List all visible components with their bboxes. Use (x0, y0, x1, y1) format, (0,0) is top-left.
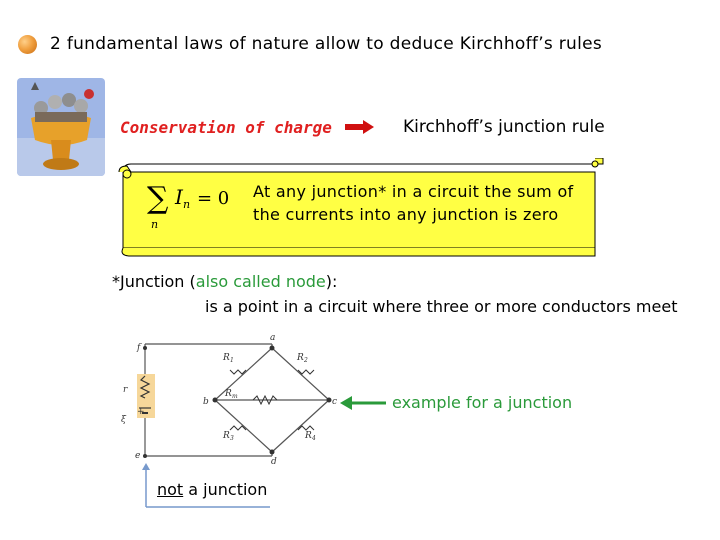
statement-line-1: At any junction* in a circuit the sum of (253, 182, 574, 201)
right-arrow-icon (345, 119, 375, 135)
svg-text:3: 3 (230, 435, 234, 442)
svg-text:n: n (151, 218, 159, 231)
example-junction-label: example for a junction (392, 393, 573, 412)
svg-text:f: f (137, 343, 141, 353)
svg-text:r: r (123, 385, 128, 395)
not-junction-rest: a junction (183, 480, 268, 499)
svg-text:R: R (225, 389, 232, 399)
conservation-of-charge-label: Conservation of charge (120, 118, 332, 137)
not-word: not (157, 480, 184, 499)
knights-photo (17, 78, 105, 176)
svg-text:R: R (297, 353, 304, 363)
svg-text:4: 4 (312, 435, 316, 442)
junction-definition-body: is a point in a circuit where three or more conductors meet (205, 297, 678, 316)
junction-definition-title (112, 272, 337, 291)
not-a-junction-label (157, 480, 267, 499)
svg-text:1: 1 (230, 357, 234, 364)
definition-alt-name: also called node (195, 272, 326, 291)
svg-text:+: + (137, 407, 145, 417)
svg-text:ξ: ξ (121, 415, 126, 425)
left-arrow-icon (338, 393, 388, 413)
bridge-circuit-diagram (115, 334, 340, 474)
svg-text:= 0: = 0 (197, 188, 230, 209)
junction-rule-label: Kirchhoff’s junction rule (403, 117, 605, 137)
svg-text:a: a (270, 334, 276, 343)
statement-line-2: the currents into any junction is zero (253, 205, 559, 224)
definition-suffix: ): (325, 272, 338, 291)
svg-text:R: R (223, 353, 230, 363)
bullet-icon (18, 35, 37, 54)
svg-text:I: I (175, 185, 183, 209)
definition-prefix: *Junction ( (112, 272, 196, 291)
svg-text:R: R (223, 431, 230, 441)
svg-text:R: R (305, 431, 312, 441)
svg-text:∑: ∑ (147, 181, 169, 216)
svg-text:d: d (271, 457, 277, 467)
junction-rule-statement (253, 180, 573, 226)
svg-text:e: e (135, 451, 141, 461)
svg-text:c: c (332, 397, 338, 407)
svg-text:m: m (232, 393, 238, 400)
svg-text:b: b (203, 397, 209, 407)
svg-text:n: n (183, 198, 191, 211)
svg-text:2: 2 (304, 357, 308, 364)
slide-title: 2 fundamental laws of nature allow to deduce Kirchhoff’s rules (50, 34, 603, 54)
